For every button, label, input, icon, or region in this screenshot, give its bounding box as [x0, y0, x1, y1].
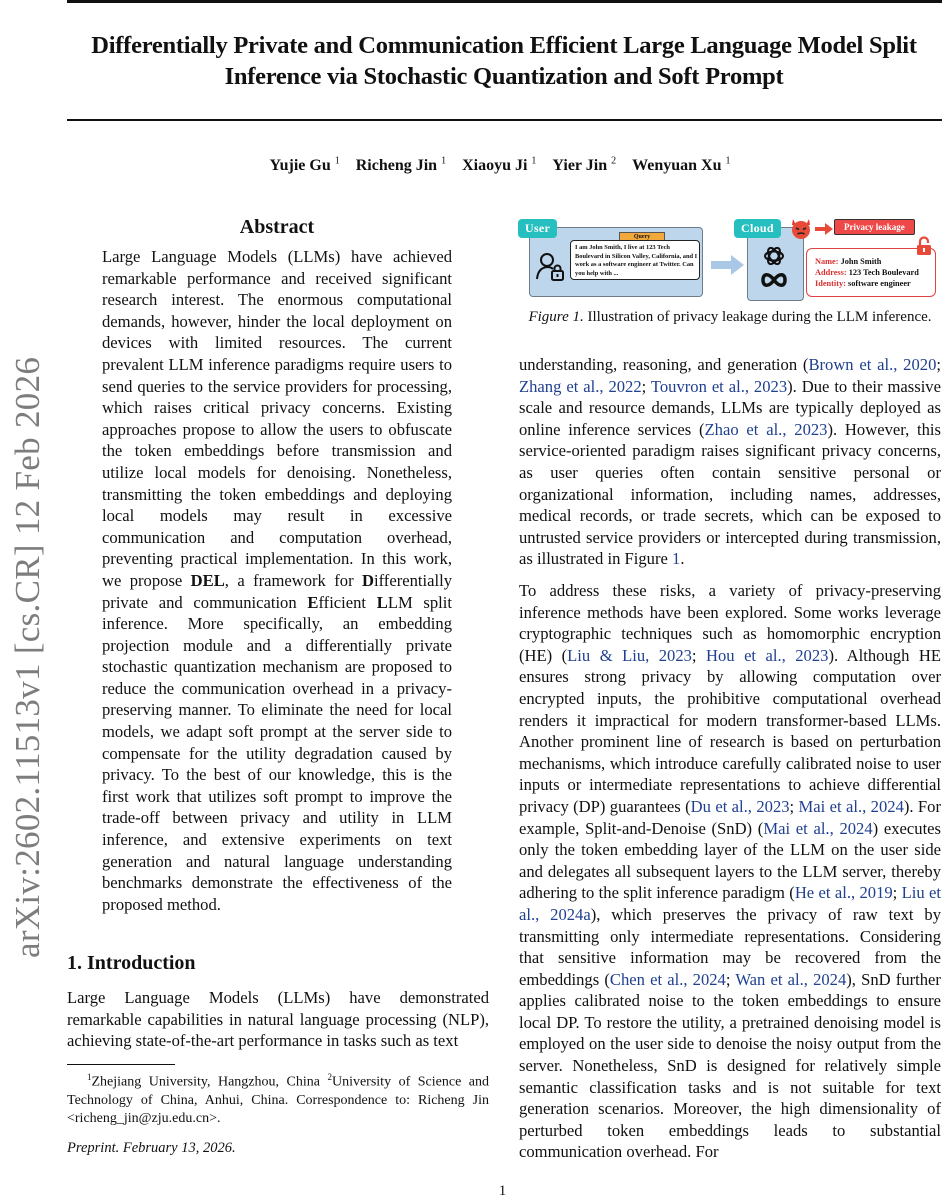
citation-link[interactable]: He et al., 2019: [794, 883, 893, 903]
abstract-text: Large Language Models (LLMs) have achieved remarkable performance and received significant research interest. The enormous computational demands, however, hinder the local deployment on devices with limited resources. The current prevalent LLM inference paradigms require users to send queries to the service providers for processing, which raises critical privacy concerns. Existing approaches propose to allow the users to obfuscate the token embeddings before transmission and utilize local models for denoising. Nonetheless, transmitting the token embeddings and deploying local models may result in excessive communication and computation overhead, preventing practical implementation. In this work, we propose DEL, a framework for Differentially private and communication Efficient LLM split inference. More specifically, an embedding projection module and a differentially private stochastic quantization mechanism are proposed to reduce the communication overhead in a privacy-preserving manner. To eliminate the need for local models, we adapt soft prompt at the server side to compensate for the utility degradation caused by privacy. To the best of our knowledge, this is the first work that utilizes soft prompt to improve the trade-off between privacy and utility in LLM inference, and extensive experiments on text generation and natural language understanding benchmarks demonstrate the effectiveness of the proposed method.: [102, 247, 453, 914]
citation-link[interactable]: Touvron et al., 2023: [650, 376, 788, 396]
figure-privacy-leakage: [518, 216, 942, 300]
citation-link[interactable]: Wan et al., 2024: [735, 969, 847, 989]
section-heading-introduction: 1. Introduction: [67, 952, 196, 974]
author-list: [0, 156, 942, 175]
figure-caption: Figure 1. Illustration of privacy leakage during the LLM inference.: [528, 309, 932, 325]
red-arrow-icon: [815, 223, 833, 235]
arxiv-stamp: arXiv:2602.11513v1 [cs.CR] 12 Feb 2026: [8, 356, 47, 958]
devil-attacker-icon: [789, 217, 813, 241]
intro-text-left: Large Language Models (LLMs) have demonstrated remarkable capabilities in natural language processing (NLP), achieving state-of-the-art performance in tasks such as text: [67, 988, 489, 1051]
query-text: I am John Smith, I live at 123 Tech Boulevard in Silicon Valley, California, and I work as a software engineer at Twitter. Can you help with ...: [570, 240, 700, 280]
openai-logo-icon: [762, 244, 786, 268]
paper-title: Differentially Private and Communication Efficient Large Language Model Split Inference via Stochastic Quantization and Soft Prompt: [91, 32, 917, 90]
citation-link[interactable]: Hou et al., 2023: [706, 645, 829, 665]
leaked-field: Name: John Smith: [815, 257, 882, 266]
leaked-field: Identity: software engineer: [815, 279, 911, 288]
query-label: Query: [619, 232, 665, 242]
user-lock-icon: [536, 252, 566, 282]
arrow-right-icon: [711, 254, 745, 276]
author: Yujie Gu $^1$: [269, 156, 340, 175]
citation-link[interactable]: Zhang et al., 2022: [519, 376, 642, 396]
top-rule: [67, 0, 942, 3]
author: Yier Jin $^2$: [552, 156, 617, 175]
affiliation-footnote: $^1$Zhejiang University, Hangzhou, China $^2$University of Science and Technology of China, Anhui, China. Correspondence to: Richeng Jin <richeng_jin@zju.edu.cn>.: [67, 1072, 489, 1126]
privacy-leakage-label: Privacy leakage: [834, 219, 915, 235]
author: Wenyuan Xu $^1$: [632, 156, 731, 175]
citation-link[interactable]: Brown et al., 2020: [808, 355, 937, 374]
cloud-label: Cloud: [734, 219, 781, 238]
title-rule: [67, 119, 942, 121]
figure-reference-link[interactable]: 1: [672, 549, 681, 569]
citation-link[interactable]: Liu et al., 2024a: [519, 883, 942, 924]
intro-text-right-p2: To address these risks, a variety of privacy-preserving inference methods have been explored. Some works leverage cryptographic techniques such as homomorphic encryption (HE) (Liu & Liu, 2023; Hou et al., 2023). Although HE ensures strong privacy by allowing computation over encrypted inputs, the prohibitive computational overhead renders it impractical for modern transformer-based LLMs. Another prominent line of research is based on perturbation mechanisms, which introduce carefully calibrated noise to user inputs or intermediate representations to achieve differential privacy (DP) guarantees (Du et al., 2023; Mai et al., 2024). For example, Split-and-Denoise (SnD) (Mai et al., 2024) executes only the token embedding layer of the LLM on the user side and delegates all subsequent layers to the LLM server, thereby adhering to the split inference paradigm (He et al., 2019; Liu et al., 2024a), which preserves the privacy of raw text by transmitting only intermediate representations. Considering that sensitive information may be recovered from the embeddings (Chen et al., 2024; Wan et al., 2024), SnD further applies calibrated noise to the token embeddings to ensure local DP. To restore the utility, a pretrained denoising model is employed on the user side to denoise the noisy output from the server. Nonetheless, SnD is designed for relatively simple semantic classification tasks and is not suitable for text generation scenarios. Moreover, the high dimensionality of perturbed token embeddings leads to substantial communication overhead. For: [519, 581, 942, 1162]
citation-link[interactable]: Du et al., 2023: [690, 796, 790, 816]
intro-text-right-p1: understanding, reasoning, and generation (Brown et al., 2020; Zhang et al., 2022; Touvron et al., 2023). Due to their massive scale and resource demands, LLMs are typically deployed as online inference services (Zhao et al., 2023). However, this service-oriented paradigm raises significant privacy concerns, as user queries often contain sensitive personal or organizational information, including names, addresses, medical records, or trade secrets, which can be exposed to untrusted service providers or intercepted during transmission, as illustrated in Figure 1.: [519, 355, 942, 569]
preprint-date: Preprint. February 13, 2026.: [67, 1140, 236, 1156]
leaked-field: Address: 123 Tech Boulevard: [815, 268, 919, 277]
abstract-heading: Abstract: [239, 216, 315, 238]
citation-link[interactable]: Zhao et al., 2023: [704, 419, 828, 439]
citation-link[interactable]: Chen et al., 2024: [609, 969, 726, 989]
author: Richeng Jin $^1$: [355, 156, 447, 175]
user-label: User: [518, 219, 557, 238]
citation-link[interactable]: Liu & Liu, 2023: [567, 645, 692, 665]
footnote-rule: [67, 1064, 175, 1065]
open-lock-icon: [916, 236, 932, 256]
author: Xiaoyu Ji $^1$: [462, 156, 537, 175]
citation-link[interactable]: Mai et al., 2024: [763, 818, 873, 838]
citation-link[interactable]: Mai et al., 2024: [798, 796, 904, 816]
meta-logo-icon: [759, 271, 789, 289]
page-number: 1: [498, 1183, 507, 1199]
